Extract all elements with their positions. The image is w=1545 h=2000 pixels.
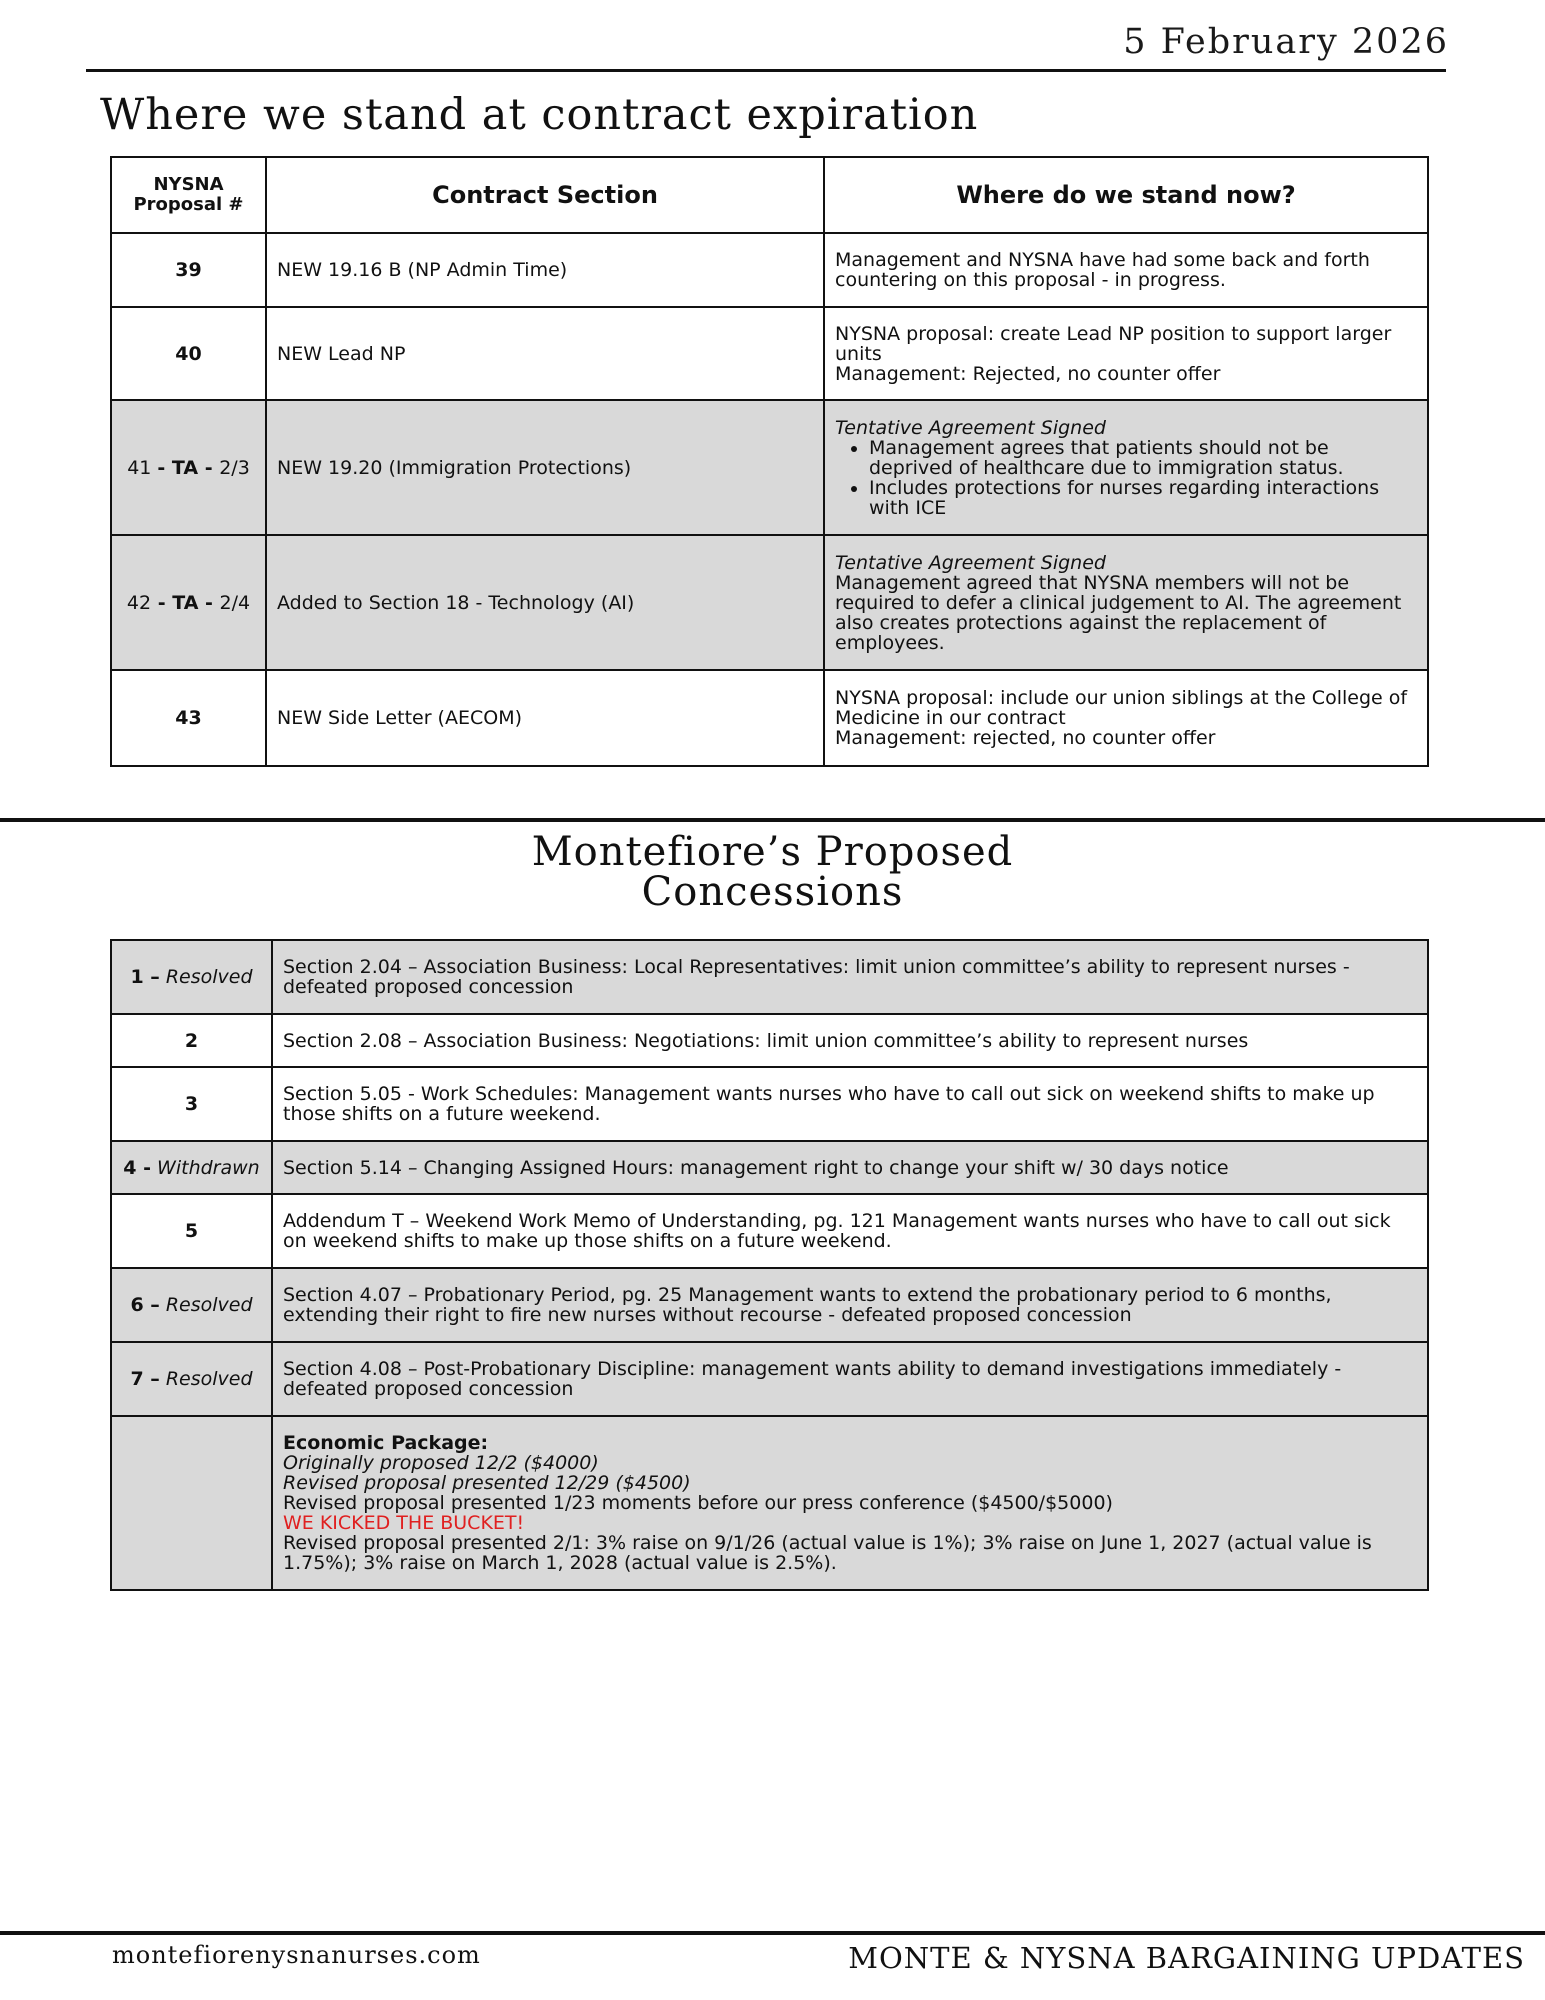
- concession-description: Section 5.14 – Changing Assigned Hours: management right to change your shift w/ 30 days notice: [272, 1141, 1428, 1194]
- status-bullets: [835, 438, 1417, 518]
- concession-number: [111, 1194, 272, 1268]
- footer-divider: [0, 1931, 1545, 1935]
- header-contract-section: Contract Section: [266, 157, 824, 233]
- table-row: [111, 400, 1428, 535]
- table-row: [111, 1067, 1428, 1141]
- status-text: NYSNA proposal: include our union siblings at the College of Medicine in our contract: [835, 687, 1408, 729]
- table-row: [111, 1014, 1428, 1067]
- concession-num: 7 –: [130, 1368, 160, 1390]
- economic-package: [272, 1416, 1428, 1590]
- concession-num: 6 –: [130, 1294, 160, 1316]
- status-cell: [824, 400, 1428, 535]
- concession-status: Withdrawn: [151, 1156, 260, 1179]
- header-where-we-stand: Where do we stand now?: [824, 157, 1428, 233]
- economic-line: Originally proposed 12/2 ($4000): [283, 1452, 599, 1474]
- concession-number: [111, 1268, 272, 1342]
- footer-tagline: MONTE & NYSNA BARGAINING UPDATES: [848, 1941, 1525, 1975]
- footer-website[interactable]: montefiorenysnanurses.com: [112, 1941, 481, 1969]
- table-row: [111, 1268, 1428, 1342]
- section-divider: [0, 818, 1545, 822]
- proposal-number-value: 41: [127, 456, 158, 479]
- concession-num: 2: [184, 1029, 199, 1052]
- concession-description: Section 4.07 – Probationary Period, pg. 25 Management wants to extend the probationary period to 6 months, extending their right to fire new nurses without recourse - defeated proposed concession: [272, 1268, 1428, 1342]
- concession-num: 3: [184, 1093, 199, 1115]
- concession-description: Section 2.04 – Association Business: Local Representatives: limit union committee’s ability to represent nurses - defeated proposed concession: [272, 940, 1428, 1014]
- concession-description: Section 2.08 – Association Business: Negotiations: limit union committee’s ability to represent nurses: [272, 1014, 1428, 1067]
- concession-description: Addendum T – Weekend Work Memo of Understanding, pg. 121 Management wants nurses who have to call out sick on weekend shifts to make up those shifts on a future weekend.: [272, 1194, 1428, 1268]
- table-row: [111, 1342, 1428, 1416]
- proposal-number-value: 42: [126, 591, 152, 614]
- concession-num: 1 –: [130, 966, 160, 988]
- status-cell: [824, 670, 1428, 766]
- contract-section: NEW 19.20 (Immigration Protections): [266, 400, 824, 535]
- list-item: • Includes protections for nurses regarding interactions with ICE: [869, 478, 1417, 518]
- document-date: 5 February 2026: [1123, 22, 1449, 62]
- status-text: Management and NYSNA have had some back and forth countering on this proposal - in progress.: [835, 249, 1370, 291]
- economic-line: Revised proposal presented 2/1: 3% raise on 9/1/26 (actual value is 1%); 3% raise on June 1, 2027 (actual value is 1.75%); 3% raise on March 1, 2028 (actual value is 2.5%).: [283, 1532, 1372, 1574]
- concession-status: Resolved: [159, 1368, 253, 1390]
- concession-number: [111, 1342, 272, 1416]
- economic-heading: Economic Package:: [283, 1432, 489, 1454]
- page-title: Where we stand at contract expiration: [100, 90, 979, 140]
- concession-description: Section 5.05 - Work Schedules: Management wants nurses who have to call out sick on weekend shifts to make up those shifts on a future weekend.: [272, 1067, 1428, 1141]
- economic-line: Revised proposal presented 12/29 ($4500): [283, 1472, 691, 1494]
- status-text: Management agreed that NYSNA members will not be required to defer a clinical judgement to AI. The agreement also creates protections against the replacement of employees.: [835, 571, 1402, 654]
- status-text: NYSNA proposal: create Lead NP position to support larger units: [835, 322, 1392, 365]
- header-proposal-number: NYSNA Proposal #: [111, 157, 266, 233]
- ta-date: 2/3: [219, 456, 250, 479]
- table-row: [111, 1141, 1428, 1194]
- status-heading: Tentative Agreement Signed: [835, 416, 1106, 439]
- status-cell: [824, 535, 1428, 670]
- table-row: [111, 670, 1428, 766]
- economic-line: Revised proposal presented 1/23 moments before our press conference ($4500/$5000): [283, 1492, 1113, 1514]
- table-header-row: [111, 157, 1428, 233]
- concession-number: [111, 1014, 272, 1067]
- status-heading: Tentative Agreement Signed: [835, 551, 1106, 574]
- concessions-title-line2: Concessions: [641, 869, 904, 915]
- empty-cell: [111, 1416, 272, 1590]
- table-row: [111, 307, 1428, 400]
- economic-package-row: [111, 1416, 1428, 1590]
- table-row: [111, 1194, 1428, 1268]
- ta-label: - TA -: [151, 591, 220, 614]
- ta-label: - TA -: [157, 456, 220, 479]
- table-row: [111, 233, 1428, 307]
- concession-status: Resolved: [159, 966, 253, 988]
- table-row: [111, 940, 1428, 1014]
- concession-number: [111, 1141, 272, 1194]
- concession-status: Resolved: [159, 1294, 253, 1316]
- concession-number: [111, 940, 272, 1014]
- concession-description: Section 4.08 – Post-Probationary Discipline: management wants ability to demand investigations immediately - defeated proposed concession: [272, 1342, 1428, 1416]
- concessions-title-line1: Montefiore’s Proposed: [531, 829, 1014, 875]
- concession-num: 4 -: [123, 1156, 152, 1179]
- ta-date: 2/4: [219, 591, 251, 614]
- header-divider: [86, 69, 1446, 72]
- proposal-number: 40: [111, 307, 266, 400]
- status-text: Management: rejected, no counter offer: [835, 727, 1216, 749]
- proposal-number: [111, 535, 266, 670]
- concessions-title: [0, 829, 1545, 915]
- proposal-number: 39: [111, 233, 266, 307]
- status-cell: [824, 307, 1428, 400]
- proposal-number: 43: [111, 670, 266, 766]
- concession-number: [111, 1067, 272, 1141]
- status-cell: [824, 233, 1428, 307]
- status-text: Management: Rejected, no counter offer: [835, 362, 1221, 385]
- list-item: • Management agrees that patients should not be deprived of healthcare due to immigration status.: [869, 438, 1417, 478]
- contract-section: Added to Section 18 - Technology (AI): [266, 535, 824, 670]
- table-row: [111, 535, 1428, 670]
- contract-section: NEW 19.16 B (NP Admin Time): [266, 233, 824, 307]
- contract-section: NEW Side Letter (AECOM): [266, 670, 824, 766]
- contract-section: NEW Lead NP: [266, 307, 824, 400]
- concession-num: 5: [184, 1220, 199, 1242]
- economic-callout: WE KICKED THE BUCKET!: [283, 1512, 525, 1534]
- proposals-table: [110, 156, 1429, 767]
- proposal-number: [111, 400, 266, 535]
- concessions-table: [110, 939, 1429, 1591]
